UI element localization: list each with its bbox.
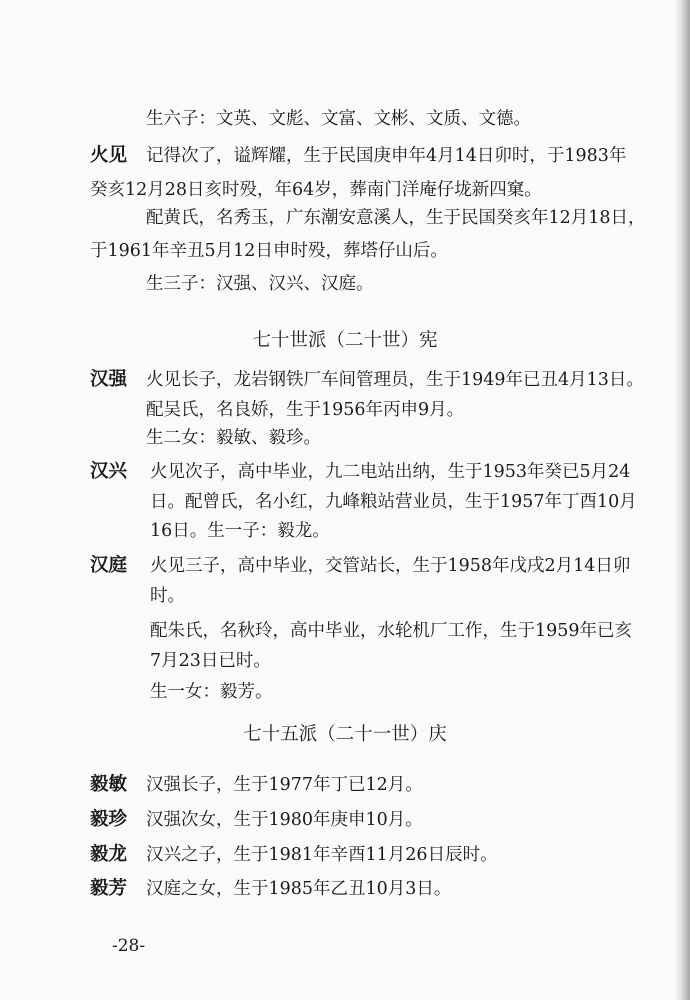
text-line: 配朱氏，名秋玲，高中毕业，水轮机厂工作，生于1959年已亥 — [150, 621, 633, 641]
text-line: 日。配曾氏，名小红，九峰粮站营业员，生于1957年丁酉10月 — [150, 492, 637, 512]
person-name: 毅敏 — [90, 774, 128, 795]
text-line: 癸亥12月28日亥时殁，年64岁，葬南门洋庵仔垅新四窠。 — [90, 180, 542, 200]
text-line: 配吴氏，名良娇，生于1956年丙申9月。 — [146, 400, 465, 420]
person-name: 毅珍 — [90, 809, 128, 830]
text-line: 于1961年辛丑5月12日申时殁，葬塔仔山后。 — [90, 241, 448, 261]
person-name: 汉兴 — [90, 461, 128, 482]
person-name: 汉庭 — [90, 555, 128, 576]
section-heading: 七十世派（二十世）宪 — [252, 330, 438, 351]
text-line: 汉兴之子，生于1981年辛酉11月26日辰时。 — [146, 845, 498, 865]
person-name: 毅芳 — [90, 878, 128, 899]
text-line: 汉庭之女，生于1985年乙丑10月3日。 — [146, 879, 452, 899]
text-line: 时。 — [150, 586, 185, 606]
text-line: 汉强长子，生于1977年丁已12月。 — [146, 775, 423, 795]
text-line: 汉强次女，生于1980年庚申10月。 — [146, 810, 423, 830]
text-line: 7月23日已时。 — [150, 651, 271, 671]
person-name: 火见 — [90, 145, 128, 166]
person-name: 毅龙 — [90, 844, 128, 865]
text-line: 16日。生一子：毅龙。 — [150, 521, 330, 541]
page-edge-shadow — [674, 0, 690, 1000]
text-line: 记得次了，谥辉耀，生于民国庚申年4月14日卯时，于1983年 — [146, 146, 627, 166]
person-name: 汉强 — [90, 369, 128, 390]
text-line: 生一女：毅芳。 — [150, 682, 273, 702]
text-line: 生二女：毅敏、毅珍。 — [146, 428, 321, 448]
text-line: 生三子：汉强、汉兴、汉庭。 — [146, 274, 374, 294]
text-line: 火见次子，高中毕业，九二电站出纳，生于1953年癸已5月24 — [150, 462, 631, 482]
text-line: 火见三子，高中毕业，交管站长，生于1958年戊戌2月14日卯 — [150, 556, 631, 576]
page-number: -28- — [112, 936, 146, 956]
text-line: 配黄氏，名秀玉，广东潮安意溪人，生于民国癸亥年12月18日， — [146, 208, 646, 228]
text-line: 火见长子，龙岩钢铁厂车间管理员，生于1949年已丑4月13日。 — [146, 370, 644, 390]
text-line: 生六子：文英、文彪、文富、文彬、文质、文德。 — [146, 109, 531, 129]
section-heading: 七十五派（二十一世）庆 — [243, 724, 447, 745]
